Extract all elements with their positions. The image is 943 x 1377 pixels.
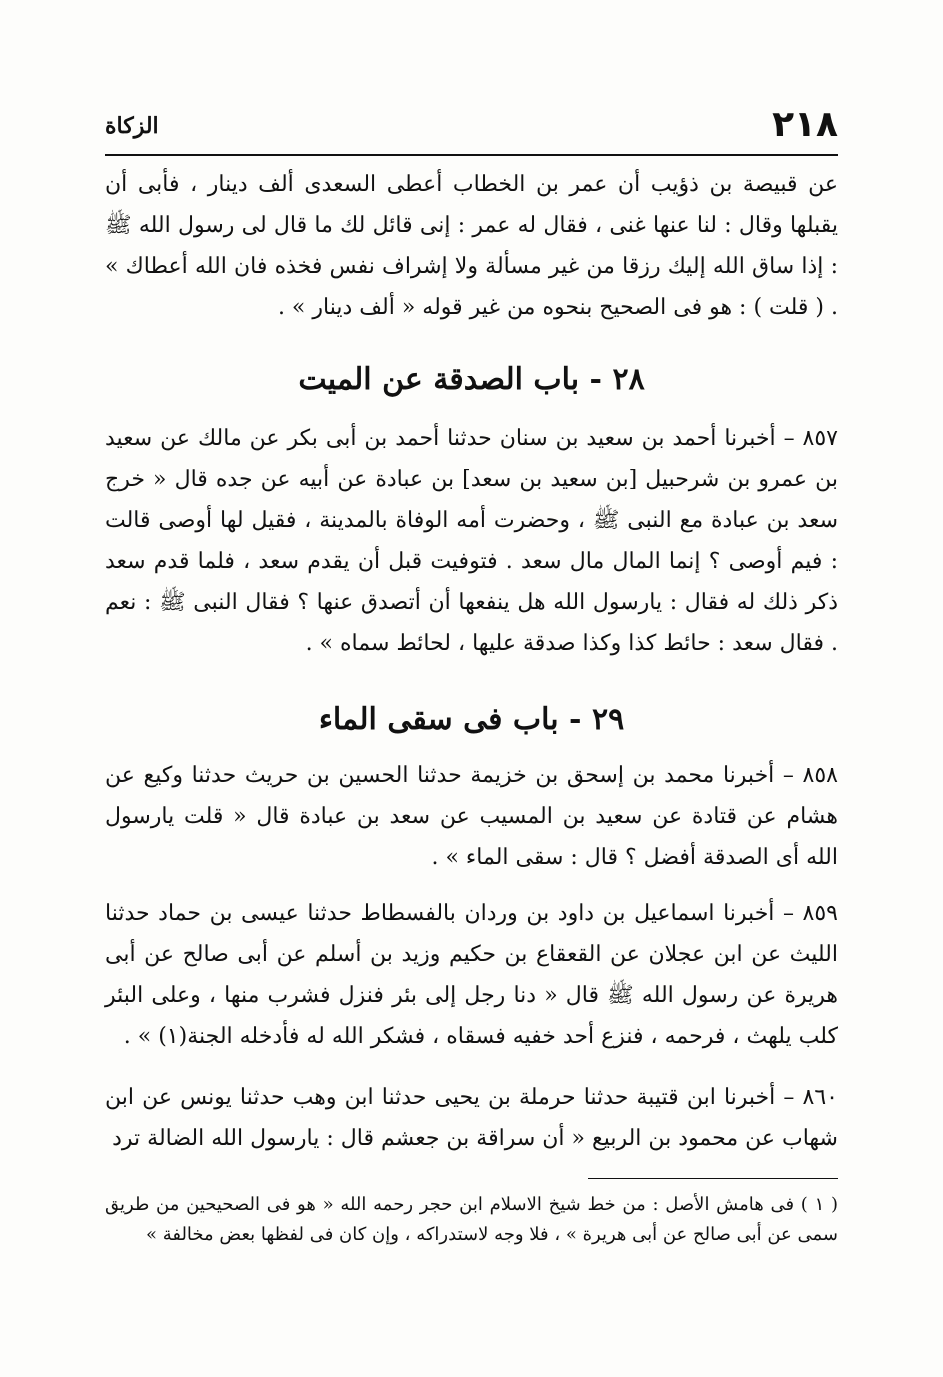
footnote-text: ( ١ ) فى هامش الأصل : من خط شيخ الاسلام ابن حجر رحمه الله « هو فى الصحيحين من طريق سمى عن أبى صالح عن أبى هريرة » ، فلا وجه لاستدراكه ، وإن كان فى لفظها بعض مخالفة » (105, 1194, 839, 1245)
chapter-heading-29: ٢٩ - باب فى سقى الماء (318, 702, 625, 737)
paragraph-858 (105, 755, 838, 878)
chapter-heading-28: ٢٨ - باب الصدقة عن الميت (298, 362, 645, 397)
paragraph-text: ٨٥٨ – أخبرنا محمد بن إسحق بن خزيمة حدثنا الحسين بن حريث حدثنا وكيع عن هشام عن قتادة عن سعيد بن المسيب عن سعد بن عبادة قال « قلت يارسول الله أى الصدقة أفضل ؟ قال : سقى الماء » . (105, 763, 838, 870)
paragraph-text: ٨٥٧ – أخبرنا أحمد بن سعيد بن سنان حدثنا أحمد بن أبى بكر عن مالك عن سعيد بن عمرو بن شرحبيل [بن سعيد بن سعد] بن عبادة عن أبيه عن جده قال « خرج سعد بن عبادة مع النبى ﷺ ، وحضرت أمه الوفاة بالمدينة ، فقيل لها أوصى قالت : فيم أوصى ؟ إنما المال مال سعد . فتوفيت قبل أن يقدم سعد ، فلما قدم سعد ذكر ذلك له فقال : يارسول الله هل ينفعها أن أتصدق عنها ؟ فقال النبى ﷺ : نعم . فقال سعد : حائط كذا وكذا صدقة عليها ، لحائط سماه » . (105, 426, 838, 656)
paragraph-857 (105, 418, 838, 664)
page-header (105, 100, 838, 150)
paragraph-text: ٨٦٠ – أخبرنا ابن قتيبة حدثنا حرملة بن يحيى حدثنا ابن وهب حدثنا يونس عن ابن شهاب عن محمود بن الربيع « أن سراقة بن جعشم قال : يارسول الله الضالة ترد (105, 1085, 838, 1151)
paragraph-859 (105, 893, 838, 1057)
paragraph-intro (105, 164, 838, 328)
paragraph-860 (105, 1077, 838, 1159)
footnote-rule (588, 1178, 838, 1179)
running-title: الزكاة (105, 113, 159, 139)
header-rule (105, 154, 838, 156)
footnote (105, 1190, 838, 1250)
paragraph-text: عن قبيصة بن ذؤيب أن عمر بن الخطاب أعطى السعدى ألف دينار ، فأبى أن يقبلها وقال : لنا عنها غنى ، فقال له عمر : إنى قائل لك ما قال لى رسول الله ﷺ : إذا ساق الله إليك رزقا من غير مسألة ولا إشراف نفس فخذه فان الله أعطاك » . ( قلت ) : هو فى الصحيح بنحوه من غير قوله « ألف دينار » . (105, 172, 838, 320)
page-number: ٢١٨ (772, 104, 838, 145)
paragraph-text: ٨٥٩ – أخبرنا اسماعيل بن داود بن وردان بالفسطاط حدثنا عيسى بن حماد حدثنا الليث عن ابن عجلان عن القعقاع بن حكيم وزيد بن أسلم عن أبى صالح عن أبى هريرة عن رسول الله ﷺ قال « دنا رجل إلى بئر فنزل فشرب منها ، وعلى البئر كلب يلهث ، فرحمه ، فنزع أحد خفيه فسقاه ، فشكر الله له فأدخله الجنة(١) » . (105, 901, 838, 1049)
